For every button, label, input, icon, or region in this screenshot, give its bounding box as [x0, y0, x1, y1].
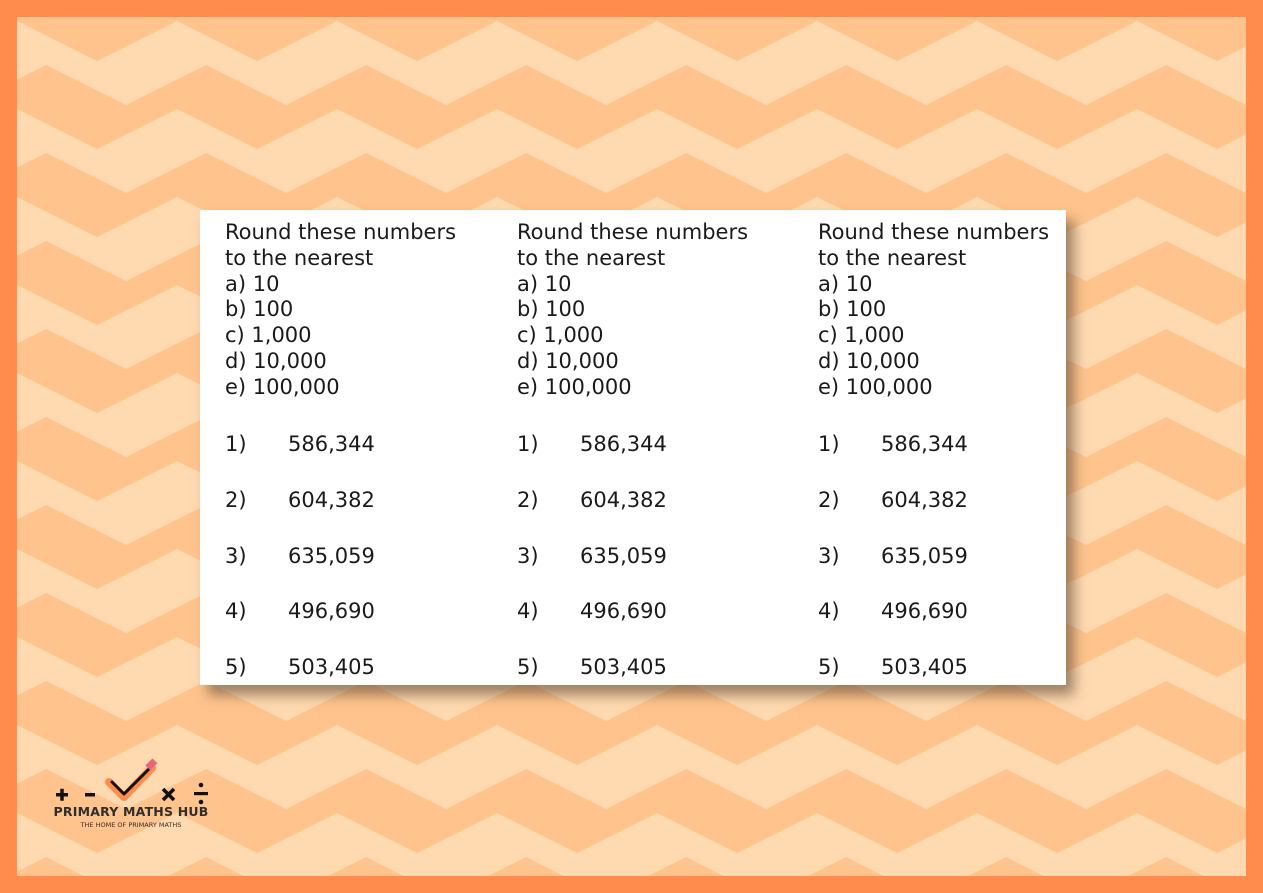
logo-mark [42, 752, 222, 807]
question-value: 586,344 [288, 432, 375, 456]
question-number: 4) [517, 599, 539, 623]
instruction-line-1: Round these numbers [225, 220, 457, 244]
brand-tagline: THE HOME OF PRIMARY MATHS [80, 821, 182, 829]
option-d: d) 10,000 [225, 348, 327, 373]
instruction-line-2: to the nearest [517, 245, 666, 270]
question-value: 503,405 [881, 655, 968, 679]
worksheet-column-1 [225, 220, 456, 401]
option-c: c) 1,000 [225, 323, 312, 348]
option-c: c) 1,000 [517, 323, 604, 348]
chevron-background [17, 17, 1246, 876]
question-value: 496,690 [881, 599, 968, 623]
question-value: 635,059 [580, 544, 667, 568]
question-number: 5) [225, 655, 247, 679]
option-e: e) 100,000 [517, 374, 632, 399]
question-number: 4) [818, 599, 840, 623]
question-number: 2) [818, 488, 840, 512]
question-value: 604,382 [881, 488, 968, 512]
question-number: 3) [517, 544, 539, 568]
check-icon [109, 758, 157, 797]
question-number: 2) [517, 488, 539, 512]
option-a: a) 10 [517, 271, 572, 296]
divide-icon [194, 783, 208, 805]
option-e: e) 100,000 [225, 374, 340, 399]
option-b: b) 100 [225, 297, 294, 322]
question-number: 3) [818, 544, 840, 568]
instruction-line-1: Round these numbers [818, 220, 1050, 244]
question-value: 635,059 [881, 544, 968, 568]
option-a: a) 10 [225, 271, 280, 296]
minus-icon [85, 793, 95, 797]
plus-icon [56, 789, 68, 801]
instruction-line-2: to the nearest [818, 245, 967, 270]
option-c: c) 1,000 [818, 323, 905, 348]
question-value: 496,690 [288, 599, 375, 623]
worksheet-column-2 [517, 220, 748, 401]
worksheet-card [200, 210, 1066, 685]
question-value: 604,382 [580, 488, 667, 512]
brand-logo [42, 752, 222, 832]
question-number: 1) [225, 432, 247, 456]
question-value: 503,405 [580, 655, 667, 679]
question-value: 586,344 [881, 432, 968, 456]
brand-name: PRIMARY MATHS HUB [53, 804, 209, 819]
question-value: 604,382 [288, 488, 375, 512]
question-value: 503,405 [288, 655, 375, 679]
question-value: 496,690 [580, 599, 667, 623]
question-number: 5) [517, 655, 539, 679]
question-number: 3) [225, 544, 247, 568]
question-value: 586,344 [580, 432, 667, 456]
question-number: 1) [818, 432, 840, 456]
option-a: a) 10 [818, 271, 873, 296]
option-b: b) 100 [818, 297, 887, 322]
question-number: 2) [225, 488, 247, 512]
option-d: d) 10,000 [818, 348, 920, 373]
option-e: e) 100,000 [818, 374, 933, 399]
option-b: b) 100 [517, 297, 586, 322]
times-icon [163, 789, 174, 800]
instruction-line-1: Round these numbers [517, 220, 749, 244]
question-number: 5) [818, 655, 840, 679]
question-value: 635,059 [288, 544, 375, 568]
option-d: d) 10,000 [517, 348, 619, 373]
instruction-line-2: to the nearest [225, 245, 374, 270]
question-number: 1) [517, 432, 539, 456]
worksheet-column-3 [818, 220, 1049, 401]
question-number: 4) [225, 599, 247, 623]
